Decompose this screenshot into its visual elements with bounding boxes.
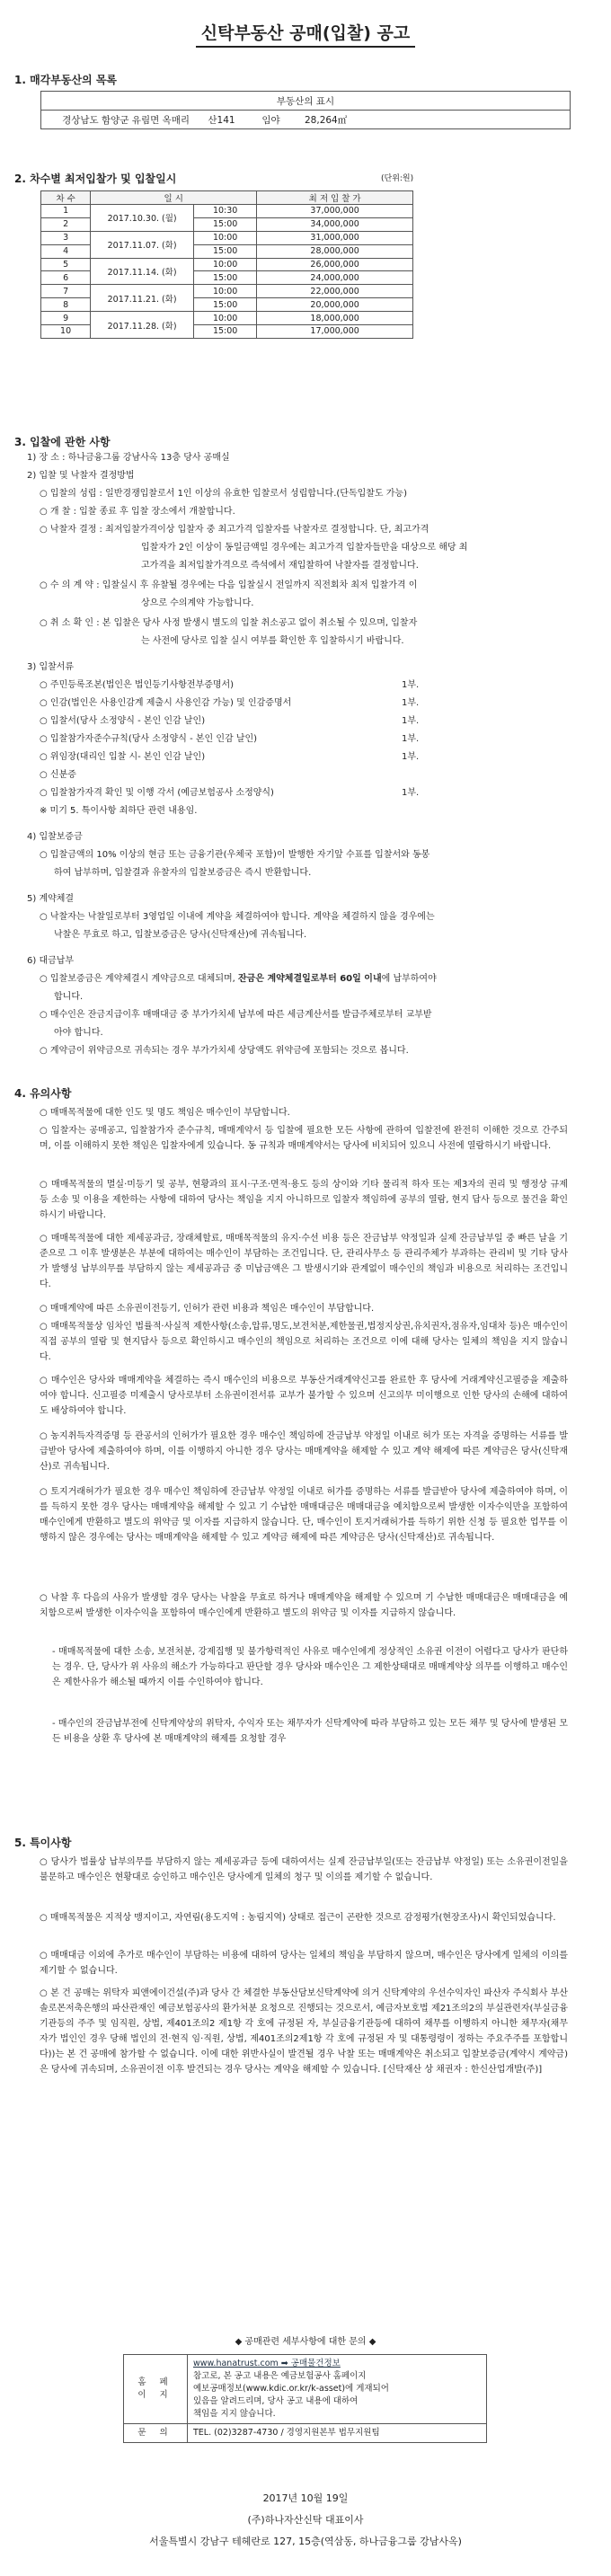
homepage-note: 참고로, 본 공고 내용은 예금보험공사 홈페이지 <box>193 2371 367 2381</box>
caution-subitem: - 매수인의 잔금납부전에 신탁계약상의 위탁자, 수익자 또는 채무자가 신탁계약에 따라 부담하고 있는 모든 채무 및 당사에 발생된 모든 비용을 상환 후 당사에 본 매매계약의 해제를 요청할 경우 <box>52 1719 568 1744</box>
document-qty: 1부. <box>402 680 420 690</box>
round-price: 26,000,000 <box>257 258 413 271</box>
method-title: 2) 입찰 및 낙찰자 결정방법 <box>27 471 135 481</box>
inquiry-phone: TEL. (02)3287-4730 / 경영지원본부 법무지원팀 <box>188 2424 487 2443</box>
round-time: 10:00 <box>194 312 257 325</box>
company-name: (주)하나자산신탁 대표이사 <box>247 2514 364 2526</box>
payment-text: ○ 입찰보증금은 계약체결시 계약금으로 대체되며, 잔금은 계약체결일로부터 60일 이내에 납부하여야 <box>40 974 437 984</box>
inquiry-label: 문 의 <box>124 2424 188 2443</box>
auction-place: 1) 장 소 : 하나금융그룹 강남사옥 13층 당사 공매실 <box>27 453 230 463</box>
section-1-heading: 1. 매각부동산의 목록 <box>14 74 118 86</box>
round-price: 34,000,000 <box>257 217 413 231</box>
method-item-cont: 고가격을 최저입찰가격으로 즉석에서 재입찰하여 낙찰자를 결정합니다. <box>141 561 419 571</box>
document-qty: 1부. <box>402 734 420 744</box>
round-no: 6 <box>41 271 91 285</box>
round-no: 10 <box>41 325 91 339</box>
round-time: 15:00 <box>194 271 257 285</box>
round-price: 31,000,000 <box>257 231 413 244</box>
document-item: ○ 위임장(대리인 입찰 시- 본인 인감 날인) <box>40 752 206 762</box>
homepage-note: 있음을 알려드리며, 당사 공고 내용에 대하여 <box>193 2396 359 2406</box>
special-item: ○ 당사가 법률상 납부의무를 부담하지 않는 제세공과금 등에 대하여서는 실제 잔금납부일(또는 잔금납부 약정일) 또는 소유권이전일을 불문하고 매수인은 현황대로 승인하고 매수인은 당사에게 일체의 청구 및 이의를 제기할 수 없습니다. <box>40 1857 568 1882</box>
round-no: 1 <box>41 205 91 218</box>
document-qty: 1부. <box>402 752 420 762</box>
method-item: ○ 입찰의 성립 : 일반경쟁입찰로서 1인 이상의 유효한 입찰로서 성립합니다.(단독입찰도 가능) <box>40 489 407 499</box>
payment-title: 6) 대금납부 <box>27 956 75 966</box>
section-5-heading: 5. 특이사항 <box>14 1837 72 1849</box>
round-no: 5 <box>41 258 91 271</box>
document-item: ○ 신분증 <box>40 770 76 780</box>
document-item: ○ 입찰참가자격 확인 및 이행 각서 (예금보험공사 소정양식) <box>40 788 274 798</box>
payment-text-cont: 아야 합니다. <box>54 1028 103 1038</box>
document-qty: 1부. <box>402 716 420 726</box>
round-time: 10:00 <box>194 285 257 298</box>
method-item-cont: 입찰자가 2인 이상이 동일금액일 경우에는 최고가격 입찰자들만을 대상으로 해당 최 <box>141 543 468 553</box>
method-item-cont: 상으로 수의계약 가능합니다. <box>141 598 254 608</box>
round-time: 15:00 <box>194 325 257 339</box>
inquiry-header: ◆ 공매관련 세부사항에 대한 문의 ◆ <box>235 2337 376 2347</box>
caution-item: ○ 낙찰 후 다음의 사유가 발생할 경우 당사는 낙찰을 무효로 하거나 매매계약을 해제할 수 있으며 기 수납한 매매대금은 매매대금을 예치함으로써 발생한 이자수익을 포함하여 매수인에게 반환하고 별도의 위약금 및 이자를 지급하지 않습니다. <box>40 1593 568 1618</box>
deposit-text-cont: 하여 납부하며, 입찰결과 유찰자의 입찰보증금은 즉시 반환합니다. <box>54 868 312 878</box>
round-price: 20,000,000 <box>257 298 413 312</box>
round-price: 24,000,000 <box>257 271 413 285</box>
caution-item: ○ 매매목적물의 멸실·미등기 및 공부, 현황과의 표시·구조·면적·용도 등의 상이와 기타 물리적 하자 또는 제3자의 권리 및 행정상 규제 등 소송 및 이용을 제한하는 사항에 대하여 당사는 책임을 지지 아니하므로 입찰자 책임하에 공부의 열람, 현지 답사 등으로 물건을 확인하시기 바랍니다. <box>40 1180 568 1220</box>
payment-text: ○ 매수인은 잔금지급이후 매매대금 중 부가가치세 납부에 따른 세금계산서를 발급주체로부터 교부받 <box>40 1010 432 1020</box>
caution-item: ○ 농지취득자격증명 등 관공서의 인허가가 필요한 경우 매수인 책임하에 잔금납부 약정일 이내로 허가 또는 자격을 증명하는 서류를 발급받아 당사에 제출하여야 하며, 이를 이행하지 아니한 경우 당사는 매매계약을 해제할 수 있고 계약 해제에 따른 계약금은 당사(신탁재산)로 귀속됩니다. <box>40 1431 568 1472</box>
round-price: 22,000,000 <box>257 285 413 298</box>
col-datetime: 일 시 <box>91 191 257 205</box>
special-item: ○ 매매대금 이외에 추가로 매수인이 부담하는 비용에 대하여 당사는 일체의 책임을 부담하지 않으며, 매수인은 당사에게 일체의 이의를 제기할 수 없습니다. <box>40 1951 568 1976</box>
document-qty: 1부. <box>402 788 420 798</box>
document-note: ※ 미기 5. 특이사항 최하단 관련 내용임. <box>40 806 198 816</box>
payment-text-cont: 합니다. <box>54 992 84 1002</box>
caution-item: ○ 매수인은 당사와 매매계약을 체결하는 즉시 매수인의 비용으로 부동산거래계약신고를 완료한 후 당사에 거래계약신고필증을 제출하여야 합니다. 신고필증 미제출시 당사로부터 소유권이전서류 교부가 불가할 수 있으며 신고의무 미이행으로 인한 당사의 손해에 대하여도 배상하여야 합니다. <box>40 1376 568 1416</box>
unit-label: (단위:원) <box>381 174 414 183</box>
section-4-heading: 4. 유의사항 <box>14 1087 72 1100</box>
col-round: 차 수 <box>41 191 91 205</box>
document-item: ○ 입찰참가자준수규칙(당사 소정양식 - 본인 인감 날인) <box>40 734 258 744</box>
contract-text-cont: 낙찰은 무효로 하고, 입찰보증금은 당사(신탁재산)에 귀속됩니다. <box>54 930 307 940</box>
property-category: 임야 <box>246 111 296 129</box>
round-time: 10:00 <box>194 258 257 271</box>
round-no: 8 <box>41 298 91 312</box>
round-no: 7 <box>41 285 91 298</box>
caution-item: ○ 매매목적물상 임차인 법률적·사실적 제한사항(소송,압류,명도,보전처분,제한물권,법정지상권,유치권자,점유자,임대차 등)은 매수인이 직접 공부의 열람 및 현지답사 등으로 확인하시고 매수인의 책임으로 처리하는 조건으로 이에 대해 당사는 일체의 책임을 지지 않습니다. <box>40 1322 568 1362</box>
property-area: 28,264㎡ <box>296 111 571 129</box>
document-qty: 1부. <box>402 698 420 708</box>
caution-item: ○ 토지거래허가가 필요한 경우 매수인 책임하에 잔금납부 약정일 이내로 허가를 증명하는 서류를 발급받아 당사에 제출하여야 하며, 이를 득하지 못한 경우 당사는 매매계약을 해제할 수 있고 기 수납한 매매대금은 매매대금을 예치함으로써 발생한 이자수익만을 포함하여 매수인에게 반환하고 별도의 위약금 및 이자를 지급하지 않습니다. 단, 매수인이 토지거래허가를 득하기 위한 신청 등 필요한 업무를 이행하지 않은 경우에는 당사는 매매계약을 해제할 수 있고 계약금 해제에 따른 계약금은 당사(신탁재산)로 귀속됩니다. <box>40 1487 568 1543</box>
company-address: 서울특별시 강남구 테헤란로 127, 15층(역삼동, 하나금융그룹 강남사옥) <box>149 2536 462 2547</box>
round-date: 2017.11.21. (화) <box>91 285 194 312</box>
section-2-heading: 2. 차수별 최저입찰가 및 입찰일시 <box>14 173 177 185</box>
round-price: 18,000,000 <box>257 312 413 325</box>
document-item: ○ 입찰서(당사 소정양식 - 본인 인감 날인) <box>40 716 206 726</box>
round-time: 15:00 <box>194 217 257 231</box>
round-time: 15:00 <box>194 244 257 258</box>
homepage-note: 예보공매정보(www.kdic.or.kr/k-asset)에 게재되어 <box>193 2384 389 2394</box>
round-time: 10:00 <box>194 231 257 244</box>
special-item: ○ 본 건 공매는 위탁자 피앤에이건설(주)과 당사 간 체결한 부동산담보신탁계약에 의거 신탁계약의 우선수익자인 파산자 주식회사 부산솔로몬저축은행의 파산관재인 예금보험공사의 환가처분 요청으로 진행되는 것으로서, 예금자보호법 제21조의2의 부실관련자(부실금융기관등의 주주 및 임직원, 상법, 제401조의2 제1항 각 호에 규정된 자, 부실금융기관등에 대하여 채무를 이행하지 아니한 채무자(채무자가 법인인 경우 당해 법인의 전·현직 임·직원, 상법, 제401조의2제1항 각 호에 규정된 자 및 대통령령이 정하는 주요주주를 포함합니다))는 본 건 공매에 참가할 수 없습니다. 이에 대한 위반사실이 발견될 경우 낙찰 또는 매매계약은 취소되고 입찰보증금(계약시 계약금)은 당사에 귀속되며, 소유권이전 이후 발견되는 경우 당사는 계약을 해제할 수 있습니다. [신탁재산 상 채권자 : 한신산업개발(주)] <box>40 1988 568 2075</box>
round-date: 2017.10.30. (월) <box>91 205 194 232</box>
notice-date: 2017년 10월 19일 <box>262 2492 349 2504</box>
document-item: ○ 인감(법인은 사용인감계 제출시 사용인감 가능) 및 인감증명서 <box>40 698 292 708</box>
section-3-heading: 3. 입찰에 관한 사항 <box>14 436 111 448</box>
page-title: 신탁부동산 공매(입찰) 공고 <box>0 20 611 44</box>
property-table <box>40 91 571 129</box>
round-price: 28,000,000 <box>257 244 413 258</box>
homepage-link[interactable]: www.hanatrust.com ➡ 공매물건정보 <box>193 2359 341 2368</box>
deposit-text: ○ 입찰금액의 10% 이상의 현금 또는 금융기관(우체국 포함)이 발행한 자기앞 수표를 입찰서와 동봉 <box>40 850 430 860</box>
round-no: 4 <box>41 244 91 258</box>
deposit-title: 4) 입찰보증금 <box>27 832 83 842</box>
documents-title: 3) 입찰서류 <box>27 662 75 672</box>
caution-item: ○ 매매목적물에 대한 제세공과금, 장래체할료, 매매목적물의 유지·수선 비용 등은 잔금납부 약정일과 실제 잔금납부일 중 빠른 날을 기준으로 그 이후 발생분은 부분에 대하여는 매수인이 부담하는 조건입니다. 단, 관리사무소 등 관리주체가 부과하는 관리비 및 기타 당사가 발행성 납부의무를 부담하지 않는 제세공과금 중 미납금액은 그 발생시기와 관계없이 매수인의 책임과 비용으로 처리하는 조건입니다. <box>40 1234 568 1289</box>
contract-text: ○ 낙찰자는 낙찰일로부터 3영업일 이내에 계약을 체결하여야 합니다. 계약을 체결하지 않을 경우에는 <box>40 912 435 922</box>
property-address: 경상남도 함양군 유림면 옥매리 <box>41 111 198 129</box>
col-min-price: 최 저 입 찰 가 <box>257 191 413 205</box>
method-item: ○ 취 소 확 인 : 본 입찰은 당사 사정 발생시 별도의 입찰 취소공고 없이 취소될 수 있으며, 입찰자 <box>40 618 418 628</box>
round-time: 15:00 <box>194 298 257 312</box>
homepage-label: 홈 페 이 지 <box>124 2355 188 2424</box>
round-no: 3 <box>41 231 91 244</box>
round-date: 2017.11.14. (화) <box>91 258 194 285</box>
round-no: 9 <box>41 312 91 325</box>
property-lot: 산141 <box>197 111 246 129</box>
caution-item: ○ 매매목적물에 대한 인도 및 명도 책임은 매수인이 부담합니다. <box>40 1108 290 1118</box>
caution-item: ○ 입찰자는 공매공고, 입찰참가자 준수규칙, 매매계약서 등 입찰에 필요한 모든 사항에 관하여 입찰전에 완전히 이해한 것으로 간주되며, 이를 이해하지 못한 책임은 입찰자에게 있습니다. 동 규칙과 매매계약서는 당사에 비치되어 있으니 사전에 열람하시기 바랍니다. <box>40 1126 569 1151</box>
schedule-table <box>40 190 413 339</box>
contract-title: 5) 계약체결 <box>27 894 75 904</box>
contact-table <box>123 2354 487 2443</box>
document-item: ○ 주민등록조본(법인은 법인등기사항전부증명서) <box>40 680 235 690</box>
caution-item: ○ 매매계약에 따른 소유권이전등기, 인허가 관련 비용과 책임은 매수인이 부담합니다. <box>40 1304 375 1314</box>
round-no: 2 <box>41 217 91 231</box>
method-item: ○ 수 의 계 약 : 입찰실시 후 유찰될 경우에는 다음 입찰실시 전일까지 직전회차 최저 입찰가격 이 <box>40 580 418 590</box>
round-time: 10:30 <box>194 205 257 218</box>
special-item: ○ 매매목적물은 지적상 맹지이고, 자연림(용도지역 : 농림지역) 상태로 접근이 곤란한 것으로 감정평가(현장조사)시 확인되었습니다. <box>40 1913 556 1923</box>
homepage-note: 책임을 지지 않습니다. <box>193 2409 276 2419</box>
payment-text: ○ 계약금이 위약금으로 귀속되는 경우 부가가치세 상당액도 위약금에 포함되는 것으로 봅니다. <box>40 1046 409 1056</box>
method-item: ○ 개 찰 : 입찰 종료 후 입찰 장소에서 개찰합니다. <box>40 507 235 517</box>
property-table-header: 부동산의 표시 <box>41 92 571 111</box>
homepage-info <box>188 2355 487 2424</box>
round-price: 37,000,000 <box>257 205 413 218</box>
round-price: 17,000,000 <box>257 325 413 339</box>
method-item: ○ 낙찰자 결정 : 최저입찰가격이상 입찰자 중 최고가격 입찰자를 낙찰자로 결정합니다. 단, 최고가격 <box>40 525 429 535</box>
round-date: 2017.11.28. (화) <box>91 312 194 339</box>
caution-subitem: - 매매목적물에 대한 소송, 보전처분, 강제집행 및 불가항력적인 사유로 매수인에게 정상적인 소유권 이전이 어렵다고 당사가 판단하는 경우. 단, 당사가 위 사유의 해소가 가능하다고 판단할 경우 당사와 매수인은 그 제한상태대로 매매계약상 의무를 이행하고 매수인은 제한사유가 해소될 때까지 이를 수인하여야 합니다. <box>52 1647 568 1687</box>
round-date: 2017.11.07. (화) <box>91 231 194 258</box>
method-item-cont: 는 사전에 당사로 입찰 실시 여부를 확인한 후 입찰하시기 바랍니다. <box>141 636 404 646</box>
